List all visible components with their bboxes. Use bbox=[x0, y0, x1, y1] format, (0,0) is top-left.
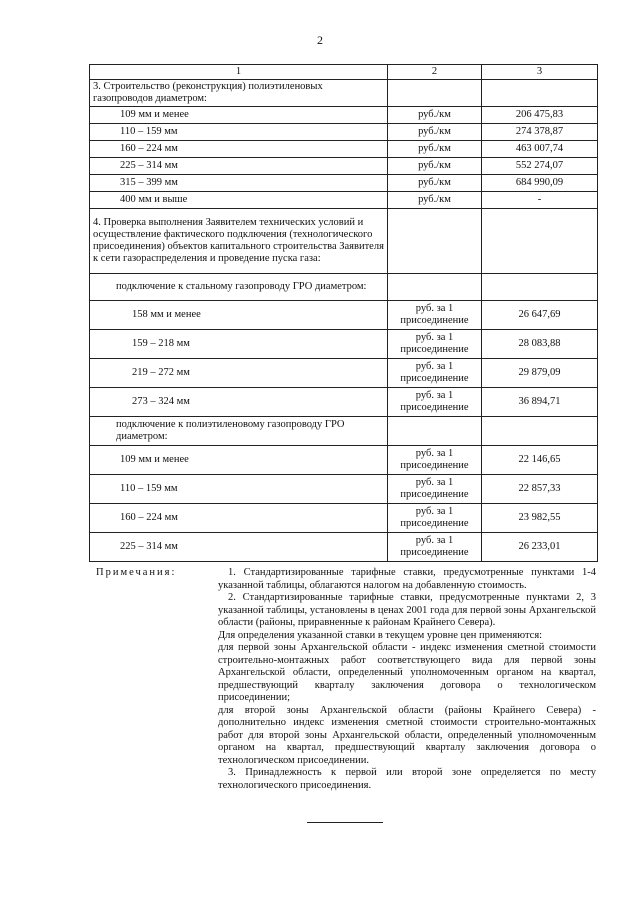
row-value: 463 007,74 bbox=[482, 141, 598, 158]
row-unit-line: присоединение bbox=[400, 344, 469, 355]
note-paragraph: для первой зоны Архангельской области - индекс изменения сметной стоимости строительно-монтажных работ соответствующего вида для первой зоны Архангельской области, определенный уполномоченным органом на квартал, предшествующий кварталу заключения договора о технологическом присоединении; bbox=[218, 642, 596, 703]
notes-label: Примечания: bbox=[96, 567, 177, 578]
table-row bbox=[90, 533, 598, 562]
note-paragraph: Для определения указанной ставки в текущем уровне цен применяются: bbox=[218, 629, 543, 641]
row-value: 23 982,55 bbox=[482, 504, 598, 533]
row-unit bbox=[388, 533, 482, 562]
row-label: 159 – 218 мм bbox=[90, 330, 388, 359]
row-unit-line: присоединение bbox=[400, 315, 469, 326]
header-col-3: 3 bbox=[482, 65, 598, 80]
table-row bbox=[90, 359, 598, 388]
table-row bbox=[90, 446, 598, 475]
row-value: 29 879,09 bbox=[482, 359, 598, 388]
steel-subsection-title: подключение к стальному газопроводу ГРО диаметром: bbox=[90, 274, 388, 301]
row-unit: руб./км bbox=[388, 141, 482, 158]
row-value: 206 475,83 bbox=[482, 107, 598, 124]
row-unit bbox=[388, 504, 482, 533]
row-value: 552 274,07 bbox=[482, 158, 598, 175]
row-label: 110 – 159 мм bbox=[90, 124, 388, 141]
page-number: 2 bbox=[317, 33, 323, 47]
table-row bbox=[90, 158, 598, 175]
note-paragraph: для второй зоны Архангельской области (районы Крайнего Севера) - дополнительно индекс изменения сметной стоимости строительно-монтажных работ для второй зоны Архангельской области, определенный уполномоченным органом на квартал, предшествующий кварталу заключения договора о технологическом присоединении. bbox=[218, 704, 596, 766]
row-unit: руб./км bbox=[388, 175, 482, 192]
row-label: 160 – 224 мм bbox=[90, 504, 388, 533]
table-row bbox=[90, 504, 598, 533]
row-label: 109 мм и менее bbox=[90, 446, 388, 475]
row-label: 315 – 399 мм bbox=[90, 175, 388, 192]
table-row bbox=[90, 475, 598, 504]
row-unit: руб./км bbox=[388, 107, 482, 124]
row-unit-line: руб. за 1 bbox=[415, 448, 454, 459]
row-unit-line: присоединение bbox=[400, 373, 469, 384]
row-value: 36 894,71 bbox=[482, 388, 598, 417]
notes-body bbox=[218, 567, 596, 792]
row-value: 274 378,87 bbox=[482, 124, 598, 141]
row-value: - bbox=[482, 192, 598, 209]
table-row bbox=[90, 175, 598, 192]
note-paragraph: 3. Принадлежность к первой или второй зоне определяется по месту технологического присоединения. bbox=[218, 767, 596, 791]
table-row bbox=[90, 192, 598, 209]
row-unit-line: руб. за 1 bbox=[415, 390, 454, 401]
table-row bbox=[90, 141, 598, 158]
steel-subsection-row bbox=[90, 274, 598, 301]
closing-rule bbox=[307, 822, 383, 823]
row-unit-line: руб. за 1 bbox=[415, 303, 454, 314]
row-unit-line: руб. за 1 bbox=[415, 332, 454, 343]
table-row bbox=[90, 301, 598, 330]
row-label: 160 – 224 мм bbox=[90, 141, 388, 158]
row-unit: руб./км bbox=[388, 158, 482, 175]
row-value: 28 083,88 bbox=[482, 330, 598, 359]
section-3-title-row bbox=[90, 80, 598, 107]
row-unit-line: руб. за 1 bbox=[415, 506, 454, 517]
row-label: 109 мм и менее bbox=[90, 107, 388, 124]
row-unit bbox=[388, 330, 482, 359]
table-row bbox=[90, 388, 598, 417]
row-unit bbox=[388, 446, 482, 475]
poly-subsection-title: подключение к полиэтиленовому газопроводу ГРО диаметром: bbox=[90, 417, 388, 446]
row-value: 22 857,33 bbox=[482, 475, 598, 504]
row-label: 110 – 159 мм bbox=[90, 475, 388, 504]
row-label: 225 – 314 мм bbox=[90, 533, 388, 562]
row-unit bbox=[388, 475, 482, 504]
row-value: 684 990,09 bbox=[482, 175, 598, 192]
poly-subsection-row bbox=[90, 417, 598, 446]
row-unit-line: присоединение bbox=[400, 402, 469, 413]
section-4-title-row bbox=[90, 209, 598, 274]
tariff-table bbox=[89, 64, 598, 562]
table-row bbox=[90, 330, 598, 359]
row-value: 22 146,65 bbox=[482, 446, 598, 475]
row-unit bbox=[388, 301, 482, 330]
row-unit: руб./км bbox=[388, 124, 482, 141]
header-col-2: 2 bbox=[388, 65, 482, 80]
row-unit-line: руб. за 1 bbox=[415, 535, 454, 546]
note-paragraph: 2. Стандартизированные тарифные ставки, предусмотренные пунктами 2, 3 указанной таблицы, установлены в ценах 2001 года для первой зоны Архангельской области (районы, приравненные к районам Крайнего Севера). bbox=[218, 592, 596, 628]
row-label: 273 – 324 мм bbox=[90, 388, 388, 417]
row-unit: руб./км bbox=[388, 192, 482, 209]
note-paragraph: 1. Стандартизированные тарифные ставки, предусмотренные пунктами 1-4 указанной таблицы, облагаются налогом на добавленную стоимость. bbox=[218, 567, 596, 591]
row-unit bbox=[388, 359, 482, 388]
row-unit-line: руб. за 1 bbox=[415, 361, 454, 372]
row-label: 158 мм и менее bbox=[90, 301, 388, 330]
row-unit-line: присоединение bbox=[400, 489, 469, 500]
row-unit-line: руб. за 1 bbox=[415, 477, 454, 488]
section-3-title: 3. Строительство (реконструкция) полиэтиленовых газопроводов диаметром: bbox=[90, 80, 388, 107]
row-value: 26 647,69 bbox=[482, 301, 598, 330]
table-row bbox=[90, 107, 598, 124]
row-unit-line: присоединение bbox=[400, 460, 469, 471]
row-value: 26 233,01 bbox=[482, 533, 598, 562]
row-label: 219 – 272 мм bbox=[90, 359, 388, 388]
section-4-title: 4. Проверка выполнения Заявителем технических условий и осуществление фактического подключения (технологического присоединения) объектов капитального строительства Заявителя к сети газораспределения и проведение пуска газа: bbox=[90, 209, 388, 274]
row-unit-line: присоединение bbox=[400, 518, 469, 529]
row-unit-line: присоединение bbox=[400, 547, 469, 558]
row-unit bbox=[388, 388, 482, 417]
row-label: 400 мм и выше bbox=[90, 192, 388, 209]
table-header-row bbox=[90, 65, 598, 80]
row-label: 225 – 314 мм bbox=[90, 158, 388, 175]
header-col-1: 1 bbox=[90, 65, 388, 80]
table-row bbox=[90, 124, 598, 141]
